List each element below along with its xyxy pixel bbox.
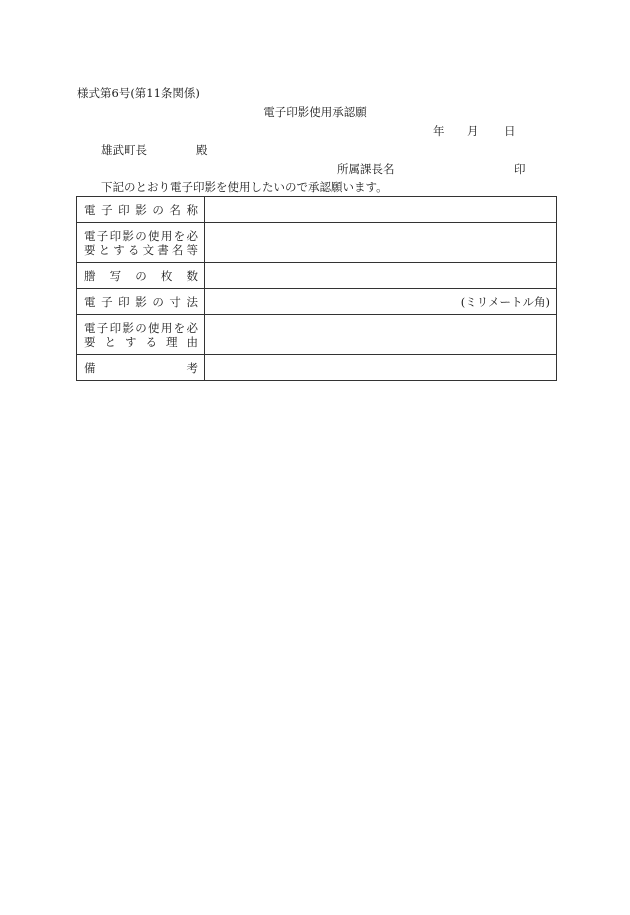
remarks-field[interactable] [205, 355, 557, 381]
table-row [77, 263, 557, 289]
table-row [77, 223, 557, 263]
honorific: 殿 [196, 143, 208, 157]
row-label-reason [77, 315, 205, 355]
seal-name-field[interactable] [205, 197, 557, 223]
reason-field[interactable] [205, 315, 557, 355]
table-row [77, 289, 557, 315]
applicant-label: 所属課長名 [337, 162, 395, 176]
label-line: 電子印影の寸法 [84, 294, 198, 309]
label-line: 電子印影の使用を必 [84, 228, 198, 243]
table-row [77, 197, 557, 223]
date-month-label: 月 [467, 124, 479, 138]
addressee: 雄武町長 [101, 143, 147, 157]
date-year-label: 年 [433, 124, 445, 138]
request-text: 下記のとおり電子印影を使用したいので承認願います。 [101, 180, 388, 194]
seal-mark: 印 [514, 162, 526, 176]
application-table [76, 196, 557, 381]
copy-count-field[interactable] [205, 263, 557, 289]
row-label-document-name [77, 223, 205, 263]
row-label-seal-name [77, 197, 205, 223]
seal-size-field[interactable]: (ミリメートル角) [205, 289, 557, 315]
label-line: 電子印影の名称 [84, 202, 198, 217]
label-line: 要とする文書名等 [84, 242, 198, 257]
row-label-remarks [77, 355, 205, 381]
table-row [77, 315, 557, 355]
label-line: 謄写の枚数 [84, 268, 198, 283]
document-name-field[interactable] [205, 223, 557, 263]
row-label-copy-count [77, 263, 205, 289]
table-row [77, 355, 557, 381]
label-line: 電子印影の使用を必 [84, 320, 198, 335]
form-number: 様式第6号(第11条関係) [77, 86, 200, 100]
label-line: 要とする理由 [84, 334, 198, 349]
date-day-label: 日 [504, 124, 516, 138]
row-label-seal-size [77, 289, 205, 315]
label-line: 備考 [84, 360, 198, 375]
document-title: 電子印影使用承認願 [263, 105, 367, 119]
